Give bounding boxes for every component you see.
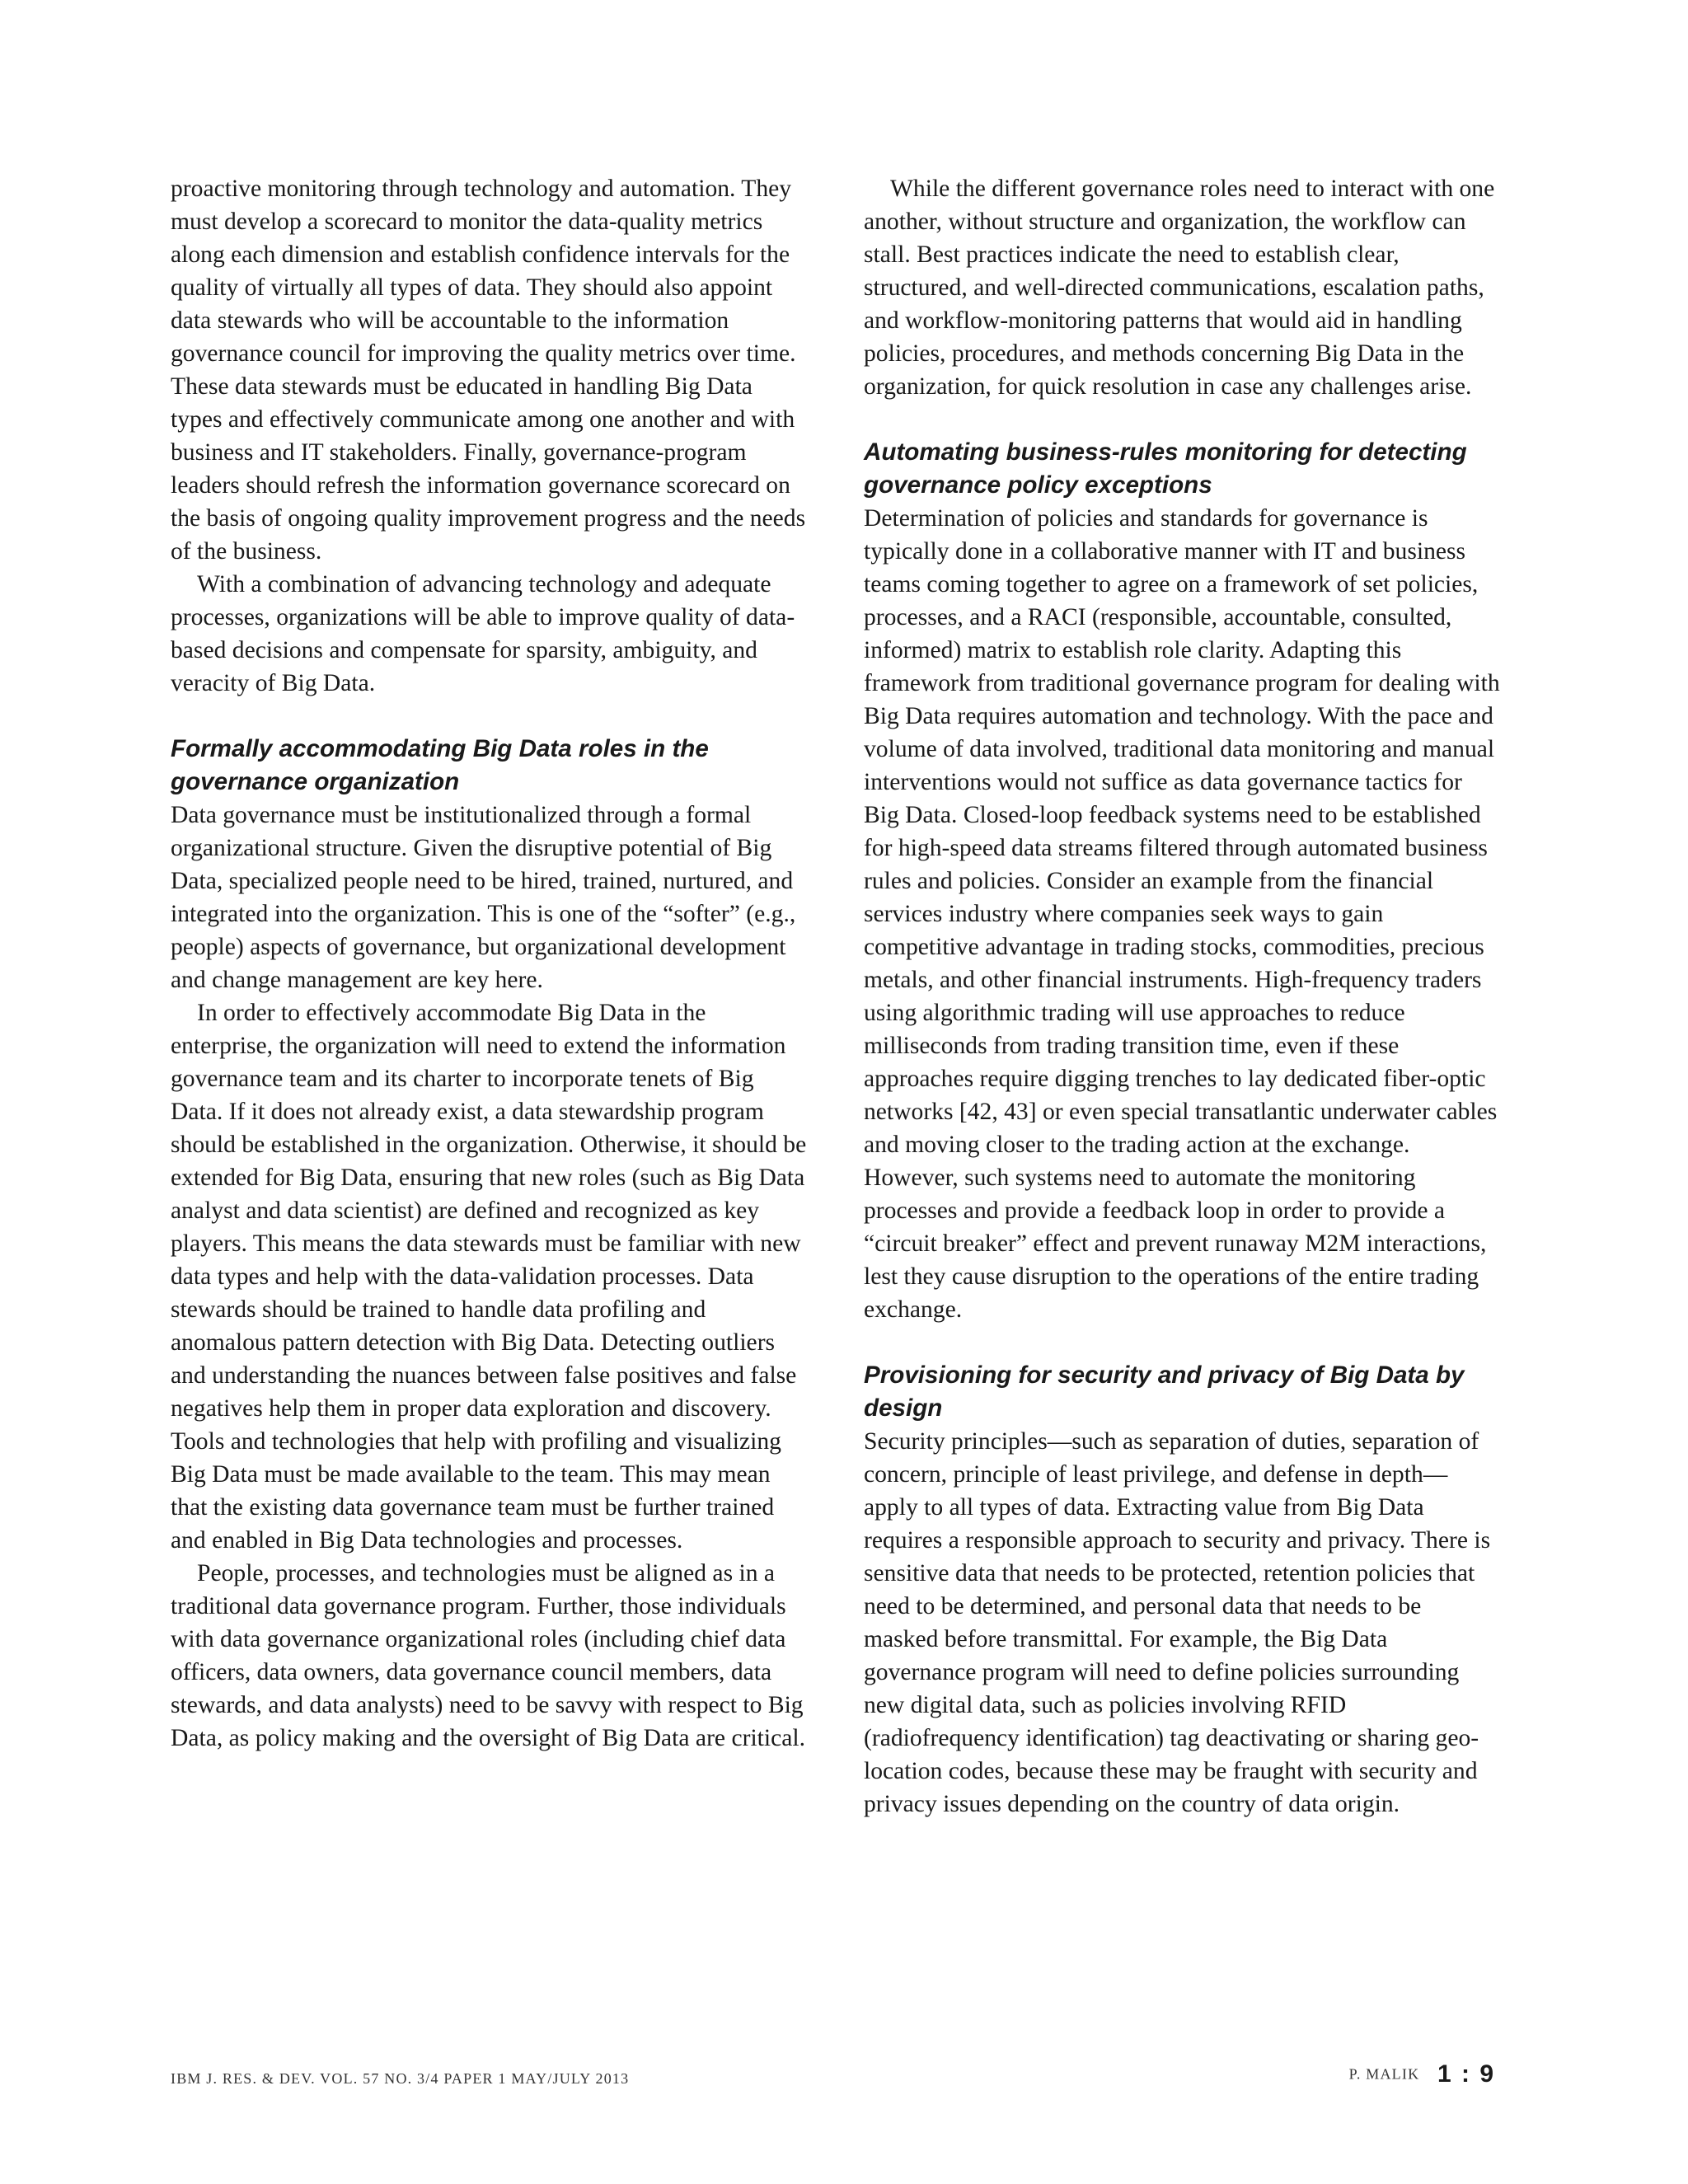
page-number: 1 : 9 — [1437, 2060, 1495, 2088]
left-paragraph-2: With a combination of advancing technology and adequate processes, organizations will be able to improve quality of data-based decisions and compensate for sparsity, ambiguity, and veracity of Big Data. — [171, 571, 795, 696]
journal-citation: IBM J. RES. & DEV. VOL. 57 NO. 3/4 PAPER 1 MAY/JULY 2013 — [171, 2070, 630, 2087]
section-heading-business-rules: Automating business-rules monitoring for detecting governance policy exceptions — [864, 438, 1467, 499]
left-paragraph-3: Data governance must be institutionalized through a formal organizational structure. Given the disruptive potential of Big Data, specialized people need to be hired, trained, nurtured, and integrated into the organization. This is one of the “softer” (e.g., people) aspects of governance, but organizational development and change management are key here. — [171, 802, 796, 993]
left-paragraph-4: In order to effectively accommodate Big Data in the enterprise, the organization will need to extend the information governance team and its charter to incorporate tenets of Big Data. If it does not already exist, a data stewardship program should be established in the organization. Otherwise, it should be extended for Big Data, ensuring that new roles (such as Big Data analyst and data scientist) are defined and recognized as key players. This means the data stewards must be familiar with new data types and help with the data-validation processes. Data stewards should be trained to handle data profiling and anomalous pattern detection with Big Data. Detecting outliers and understanding the nuances between false positives and false negatives help them in proper data exploration and discovery. Tools and technologies that help with profiling and visualizing Big Data must be made available to the team. This may mean that the existing data governance team must be further trained and enabled in Big Data technologies and processes. — [171, 1000, 807, 1554]
right-paragraph-1: While the different governance roles need to interact with one another, without structure and organization, the workflow can stall. Best practices indicate the need to establish clear, structured, and well-directed communications, escalation paths, and workflow-monitoring patterns that would aid in handling policies, procedures, and methods concerning Big Data in the organization, for quick resolution in case any challenges arise. — [864, 176, 1495, 400]
left-paragraph-5: People, processes, and technologies must be aligned as in a traditional data governance program. Further, those individuals with data governance organizational roles (including chief data officers, data owners, data governance council members, data stewards, and data analysts) need to be savvy with respect to Big Data, as policy making and the oversight of Big Data are critical. — [171, 1560, 806, 1751]
right-column — [864, 172, 1500, 1821]
author-name: P. MALIK — [1348, 2065, 1420, 2083]
left-column — [171, 172, 807, 1755]
section-heading-security-privacy: Provisioning for security and privacy of Big Data by design — [864, 1361, 1465, 1422]
right-paragraph-3: Security principles—such as separation of duties, separation of concern, principle of least privilege, and defense in depth—apply to all types of data. Extracting value from Big Data requires a responsible approach to security and privacy. There is sensitive data that needs to be protected, retention policies that need to be determined, and personal data that needs to be masked before transmittal. For example, the Big Data governance program will need to define policies surrounding new digital data, such as policies involving RFID (radiofrequency identification) tag deactivating or sharing geo-location codes, because these may be fraught with security and privacy issues depending on the country of data origin. — [864, 1428, 1491, 1817]
footer-right — [1349, 2060, 1495, 2088]
section-heading-roles: Formally accommodating Big Data roles in the governance organization — [171, 735, 709, 795]
page-footer — [171, 2060, 1495, 2093]
left-paragraph-1: proactive monitoring through technology and automation. They must develop a scorecard to monitor the data-quality metrics along each dimension and establish confidence intervals for the quality of virtually all types of data. They should also appoint data stewards who will be accountable to the information governance council for improving the quality metrics over time. These data stewards must be educated in handling Big Data types and effectively communicate among one another and with business and IT stakeholders. Finally, governance-program leaders should refresh the information governance scorecard on the basis of ongoing quality improvement progress and the needs of the business. — [171, 176, 806, 565]
right-paragraph-2: Determination of policies and standards for governance is typically done in a collaborative manner with IT and business teams coming together to agree on a framework of set policies, processes, and a RACI (responsible, accountable, consulted, informed) matrix to establish role clarity. Adapting this framework from traditional governance program for dealing with Big Data requires automation and technology. With the pace and volume of data involved, traditional data monitoring and manual interventions would not suffice as data governance tactics for Big Data. Closed-loop feedback systems need to be established for high-speed data streams filtered through automated business rules and policies. Consider an example from the financial services industry where companies seek ways to gain competitive advantage in trading stocks, commodities, precious metals, and other financial instruments. High-frequency traders using algorithmic trading will use approaches to reduce milliseconds from trading transition time, even if these approaches require digging trenches to lay dedicated fiber-optic networks [42, 43] or even special transatlantic underwater cables and moving closer to the trading action at the exchange. However, such systems need to automate the monitoring processes and provide a feedback loop in order to provide a “circuit breaker” effect and prevent runaway M2M interactions, lest they cause disruption to the operations of the entire trading exchange. — [864, 505, 1500, 1323]
